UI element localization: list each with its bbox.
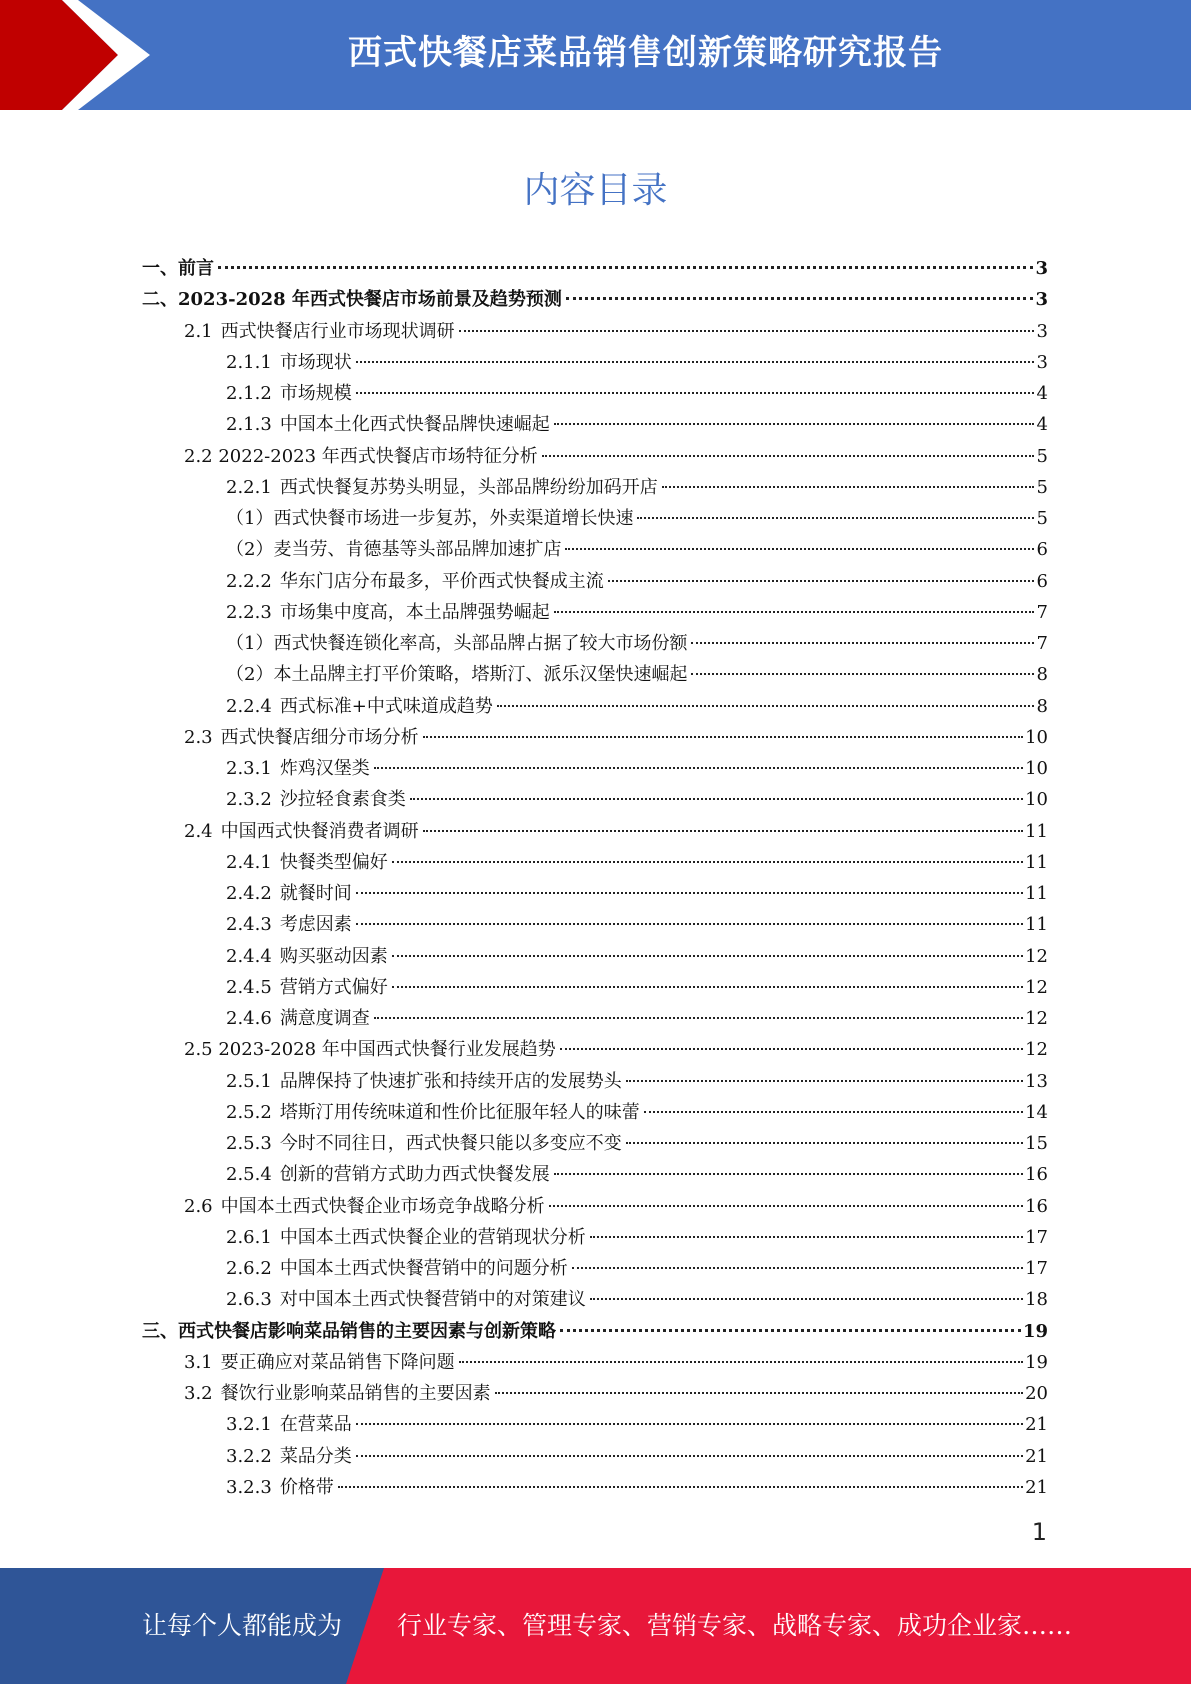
toc-entry-page: 11 xyxy=(1025,883,1048,904)
toc-dot-leader xyxy=(459,330,1034,332)
toc-entry-page: 11 xyxy=(1025,820,1048,842)
toc-dot-leader xyxy=(554,611,1034,613)
toc-dot-leader xyxy=(392,861,1023,863)
toc-entry-number: 2.1 xyxy=(184,320,213,342)
toc-dot-leader xyxy=(662,486,1034,488)
toc-entry-page: 12 xyxy=(1025,1039,1048,1061)
toc-dot-leader xyxy=(590,1298,1023,1300)
toc-entry-number: 2.6 xyxy=(184,1195,213,1217)
toc-entry[interactable] xyxy=(142,597,1048,628)
toc-entry-title: （2）麦当劳、肯德基等头部品牌加速扩店 xyxy=(226,539,562,561)
toc-entry-number: 2.4.4 xyxy=(226,945,272,967)
toc-entry-page: 12 xyxy=(1025,976,1048,998)
toc-entry-page: 21 xyxy=(1025,1414,1048,1436)
toc-entry-number: 2.4.3 xyxy=(226,914,272,936)
toc-entry-title: （1）西式快餐连锁化率高，头部品牌占据了较大市场份额 xyxy=(226,633,688,654)
toc-entry-title: 购买驱动因素 xyxy=(279,945,388,967)
toc-entry[interactable] xyxy=(142,503,1048,534)
toc-entry-title: 快餐类型偏好 xyxy=(279,851,388,873)
toc-dot-leader xyxy=(392,986,1023,988)
table-of-contents xyxy=(142,253,1048,1503)
toc-entry-title: 价格带 xyxy=(279,1476,334,1498)
toc-entry-page: 12 xyxy=(1025,945,1048,967)
toc-entry-number: 3.1 xyxy=(184,1351,213,1373)
toc-dot-leader xyxy=(542,455,1034,457)
toc-dot-leader xyxy=(560,1048,1023,1050)
toc-entry-title: （2）本土品牌主打平价策略，塔斯汀、派乐汉堡快速崛起 xyxy=(226,664,688,686)
toc-entry-title: 西式标准+中式味道成趋势 xyxy=(279,695,493,717)
toc-entry-page: 8 xyxy=(1036,664,1048,686)
toc-entry-title: 餐饮行业影响菜品销售的主要因素 xyxy=(220,1383,491,1404)
toc-entry[interactable] xyxy=(142,1191,1048,1222)
toc-entry-page: 12 xyxy=(1025,1008,1048,1029)
toc-dot-leader xyxy=(637,517,1034,519)
toc-entry-title: 今时不同往日，西式快餐只能以多变应不变 xyxy=(279,1133,622,1154)
toc-dot-leader xyxy=(392,955,1023,957)
toc-entry-number: 3.2 xyxy=(184,1383,213,1404)
toc-entry[interactable] xyxy=(142,378,1048,409)
toc-entry-number: 2.3.1 xyxy=(226,758,272,779)
toc-entry-title: 2.2 2022-2023 年西式快餐店市场特征分析 xyxy=(184,445,538,467)
toc-dot-leader xyxy=(566,297,1034,300)
toc-dot-leader xyxy=(565,548,1034,550)
toc-entry-number: 2.4.2 xyxy=(226,883,272,904)
toc-entry-number: 2.1.1 xyxy=(226,351,272,373)
toc-entry-title: 就餐时间 xyxy=(279,883,352,904)
toc-entry-title: 炸鸡汉堡类 xyxy=(279,758,370,779)
toc-entry-page: 11 xyxy=(1025,851,1048,873)
toc-entry-page: 6 xyxy=(1036,539,1048,561)
footer-slogan-left: 让每个人都能成为 xyxy=(142,1611,343,1640)
toc-entry-number: 2.5.3 xyxy=(226,1133,272,1154)
toc-entry-number: 2.6.2 xyxy=(226,1258,272,1279)
header-banner xyxy=(0,0,1191,110)
toc-entry-title: 对中国本土西式快餐营销中的对策建议 xyxy=(279,1289,586,1311)
toc-entry-title: 创新的营销方式助力西式快餐发展 xyxy=(279,1164,550,1186)
header-arrow-decoration xyxy=(0,0,160,110)
toc-dot-leader xyxy=(338,1486,1023,1488)
toc-entry[interactable] xyxy=(142,347,1048,378)
toc-dot-leader xyxy=(356,923,1023,925)
toc-entry-page: 16 xyxy=(1025,1164,1048,1186)
toc-entry[interactable] xyxy=(142,1347,1048,1378)
toc-dot-leader xyxy=(410,798,1023,800)
toc-entry-page: 6 xyxy=(1036,570,1048,592)
toc-entry-page: 7 xyxy=(1036,633,1048,654)
toc-dot-leader xyxy=(218,266,1033,269)
footer-slogan-right: 行业专家、管理专家、营销专家、战略专家、成功企业家…… xyxy=(397,1611,1073,1640)
toc-entry-page: 10 xyxy=(1025,789,1048,811)
toc-dot-leader xyxy=(374,767,1023,769)
toc-entry-page: 4 xyxy=(1036,414,1048,436)
toc-entry-page: 3 xyxy=(1035,258,1048,279)
toc-entry-page: 5 xyxy=(1036,508,1048,529)
toc-entry[interactable] xyxy=(142,1472,1048,1503)
toc-entry-page: 15 xyxy=(1025,1133,1048,1154)
toc-entry-number: 2.3 xyxy=(184,726,213,748)
toc-entry-number: 2.4.1 xyxy=(226,851,272,873)
toc-entry[interactable] xyxy=(142,1159,1048,1190)
toc-dot-leader xyxy=(549,1205,1023,1207)
toc-entry[interactable] xyxy=(142,534,1048,565)
toc-entry-title: 满意度调查 xyxy=(279,1008,370,1029)
toc-dot-leader xyxy=(356,392,1034,394)
toc-dot-leader xyxy=(608,580,1034,582)
toc-entry-number: 2.6.1 xyxy=(226,1226,272,1248)
toc-entry-number: 2.1.3 xyxy=(226,414,272,436)
toc-entry-title: 塔斯汀用传统味道和性价比征服年轻人的味蕾 xyxy=(279,1101,640,1123)
toc-dot-leader xyxy=(554,423,1034,425)
toc-entry[interactable] xyxy=(142,472,1048,503)
toc-entry-number: 2.2.1 xyxy=(226,476,272,498)
toc-entry-page: 4 xyxy=(1036,383,1048,404)
toc-entry[interactable] xyxy=(142,1003,1048,1034)
toc-entry-title: 中国西式快餐消费者调研 xyxy=(220,820,419,842)
toc-entry-title: 西式快餐店行业市场现状调研 xyxy=(220,320,455,342)
toc-entry[interactable] xyxy=(142,1034,1048,1065)
toc-entry-title: 西式快餐店影响菜品销售的主要因素与创新策略 xyxy=(178,1320,556,1342)
toc-entry[interactable] xyxy=(142,1097,1048,1128)
report-title: 西式快餐店菜品销售创新策略研究报告 xyxy=(348,33,943,73)
toc-entry[interactable] xyxy=(142,1441,1048,1472)
toc-entry-page: 10 xyxy=(1025,726,1048,748)
toc-entry-number: 2.1.2 xyxy=(226,383,272,404)
toc-entry-number: 2.5.4 xyxy=(226,1164,272,1186)
toc-dot-leader xyxy=(554,1173,1023,1175)
toc-entry-title: 华东门店分布最多，平价西式快餐成主流 xyxy=(279,570,604,592)
toc-entry[interactable] xyxy=(142,847,1048,878)
toc-entry-page: 3 xyxy=(1036,351,1048,373)
toc-entry-title: 中国本土西式快餐企业的营销现状分析 xyxy=(279,1226,586,1248)
toc-entry[interactable] xyxy=(142,1409,1048,1440)
toc-entry-page: 10 xyxy=(1025,758,1048,779)
toc-entry-page: 20 xyxy=(1025,1383,1048,1404)
toc-dot-leader xyxy=(497,705,1034,707)
toc-entry-page: 3 xyxy=(1036,320,1048,342)
toc-entry-number: 2.4 xyxy=(184,820,213,842)
toc-dot-leader xyxy=(495,1392,1023,1394)
toc-entry[interactable] xyxy=(142,722,1048,753)
toc-dot-leader xyxy=(356,361,1034,363)
toc-entry-title: 市场现状 xyxy=(279,351,352,373)
toc-entry-page: 16 xyxy=(1025,1195,1048,1217)
toc-entry-title: 2.5 2023-2028 年中国西式快餐行业发展趋势 xyxy=(184,1039,556,1061)
toc-entry[interactable] xyxy=(142,878,1048,909)
toc-entry-title: 中国本土西式快餐企业市场竞争战略分析 xyxy=(220,1195,545,1217)
toc-entry-page: 19 xyxy=(1022,1320,1048,1342)
toc-entry-page: 19 xyxy=(1025,1351,1048,1373)
toc-dot-leader xyxy=(644,1111,1023,1113)
toc-entry-page: 5 xyxy=(1036,476,1048,498)
toc-dot-leader xyxy=(356,1455,1023,1457)
toc-entry[interactable] xyxy=(142,316,1048,347)
toc-entry[interactable] xyxy=(142,441,1048,472)
page-number: 1 xyxy=(1031,1518,1047,1546)
toc-entry-number: 2.2.2 xyxy=(226,570,272,592)
toc-dot-leader xyxy=(691,673,1034,675)
toc-title: 内容目录 xyxy=(523,170,668,211)
toc-entry-page: 17 xyxy=(1025,1226,1048,1248)
toc-entry-page: 21 xyxy=(1025,1476,1048,1498)
toc-entry-number: 2.4.5 xyxy=(226,976,272,998)
toc-entry-title: 2023-2028 年西式快餐店市场前景及趋势预测 xyxy=(178,289,562,311)
toc-entry[interactable] xyxy=(142,1284,1048,1315)
toc-dot-leader xyxy=(374,1017,1023,1019)
toc-dot-leader xyxy=(691,642,1034,644)
toc-entry[interactable] xyxy=(142,1378,1048,1409)
toc-entry[interactable] xyxy=(142,1222,1048,1253)
toc-entry-number: 2.4.6 xyxy=(226,1008,272,1029)
toc-entry-page: 13 xyxy=(1025,1070,1048,1092)
toc-entry-title: 沙拉轻食素食类 xyxy=(279,789,406,811)
toc-entry[interactable] xyxy=(142,941,1048,972)
toc-dot-leader xyxy=(626,1142,1023,1144)
toc-dot-leader xyxy=(356,1423,1023,1425)
toc-entry-page: 17 xyxy=(1025,1258,1048,1279)
toc-entry-page: 3 xyxy=(1035,289,1048,311)
toc-entry[interactable] xyxy=(142,909,1048,940)
toc-entry[interactable] xyxy=(142,784,1048,815)
toc-dot-leader xyxy=(626,1080,1023,1082)
toc-entry[interactable] xyxy=(142,566,1048,597)
toc-entry-number: 3.2.1 xyxy=(226,1414,272,1436)
toc-entry-page: 14 xyxy=(1025,1101,1048,1123)
toc-entry-number: 2.2.3 xyxy=(226,601,272,623)
toc-entry-title: 前言 xyxy=(178,258,214,279)
toc-entry-page: 21 xyxy=(1025,1445,1048,1467)
toc-entry[interactable] xyxy=(142,816,1048,847)
toc-entry[interactable] xyxy=(142,659,1048,690)
toc-entry-page: 8 xyxy=(1036,695,1048,717)
toc-entry-title: 西式快餐店细分市场分析 xyxy=(220,726,419,748)
toc-entry-page: 11 xyxy=(1025,914,1048,936)
toc-dot-leader xyxy=(356,892,1023,894)
toc-entry-title: 考虑因素 xyxy=(279,914,352,936)
toc-entry[interactable] xyxy=(142,628,1048,659)
toc-entry[interactable] xyxy=(142,409,1048,440)
toc-entry[interactable] xyxy=(142,284,1048,315)
toc-entry-title: 品牌保持了快速扩张和持续开店的发展势头 xyxy=(279,1070,622,1092)
toc-entry-title: 在营菜品 xyxy=(279,1414,352,1436)
toc-dot-leader xyxy=(590,1236,1023,1238)
toc-entry-number: 三、 xyxy=(142,1320,178,1342)
toc-entry-title: 市场规模 xyxy=(279,383,352,404)
toc-entry[interactable] xyxy=(142,753,1048,784)
toc-entry-title: 西式快餐复苏势头明显，头部品牌纷纷加码开店 xyxy=(279,476,658,498)
toc-entry-title: 菜品分类 xyxy=(279,1445,352,1467)
toc-entry[interactable] xyxy=(142,1316,1048,1347)
toc-entry-number: 2.5.2 xyxy=(226,1101,272,1123)
toc-entry[interactable] xyxy=(142,972,1048,1003)
toc-entry[interactable] xyxy=(142,691,1048,722)
toc-entry-title: （1）西式快餐市场进一步复苏，外卖渠道增长快速 xyxy=(226,508,634,529)
toc-entry[interactable] xyxy=(142,1066,1048,1097)
footer-banner xyxy=(0,1568,1191,1684)
toc-dot-leader xyxy=(572,1267,1023,1269)
toc-entry-number: 3.2.2 xyxy=(226,1445,272,1467)
toc-entry-title: 营销方式偏好 xyxy=(279,976,388,998)
toc-entry-number: 2.2.4 xyxy=(226,695,272,717)
toc-entry-number: 2.6.3 xyxy=(226,1289,272,1311)
toc-entry-number: 2.3.2 xyxy=(226,789,272,811)
toc-entry-number: 一、 xyxy=(142,258,178,279)
toc-entry-number: 3.2.3 xyxy=(226,1476,272,1498)
toc-entry-title: 中国本土西式快餐营销中的问题分析 xyxy=(279,1258,568,1279)
toc-dot-leader xyxy=(423,736,1023,738)
toc-entry-title: 中国本土化西式快餐品牌快速崛起 xyxy=(279,414,550,436)
toc-dot-leader xyxy=(560,1329,1021,1332)
toc-entry-number: 二、 xyxy=(142,289,178,311)
toc-entry-title: 要正确应对菜品销售下降问题 xyxy=(220,1351,455,1373)
toc-entry-title: 市场集中度高，本土品牌强势崛起 xyxy=(279,601,550,623)
toc-entry-page: 5 xyxy=(1036,445,1048,467)
toc-entry-number: 2.5.1 xyxy=(226,1070,272,1092)
toc-entry[interactable] xyxy=(142,1128,1048,1159)
toc-entry-page: 7 xyxy=(1036,601,1048,623)
toc-dot-leader xyxy=(459,1361,1023,1363)
toc-entry[interactable] xyxy=(142,1253,1048,1284)
toc-dot-leader xyxy=(423,830,1023,832)
toc-entry[interactable] xyxy=(142,253,1048,284)
toc-entry-page: 18 xyxy=(1025,1289,1048,1311)
